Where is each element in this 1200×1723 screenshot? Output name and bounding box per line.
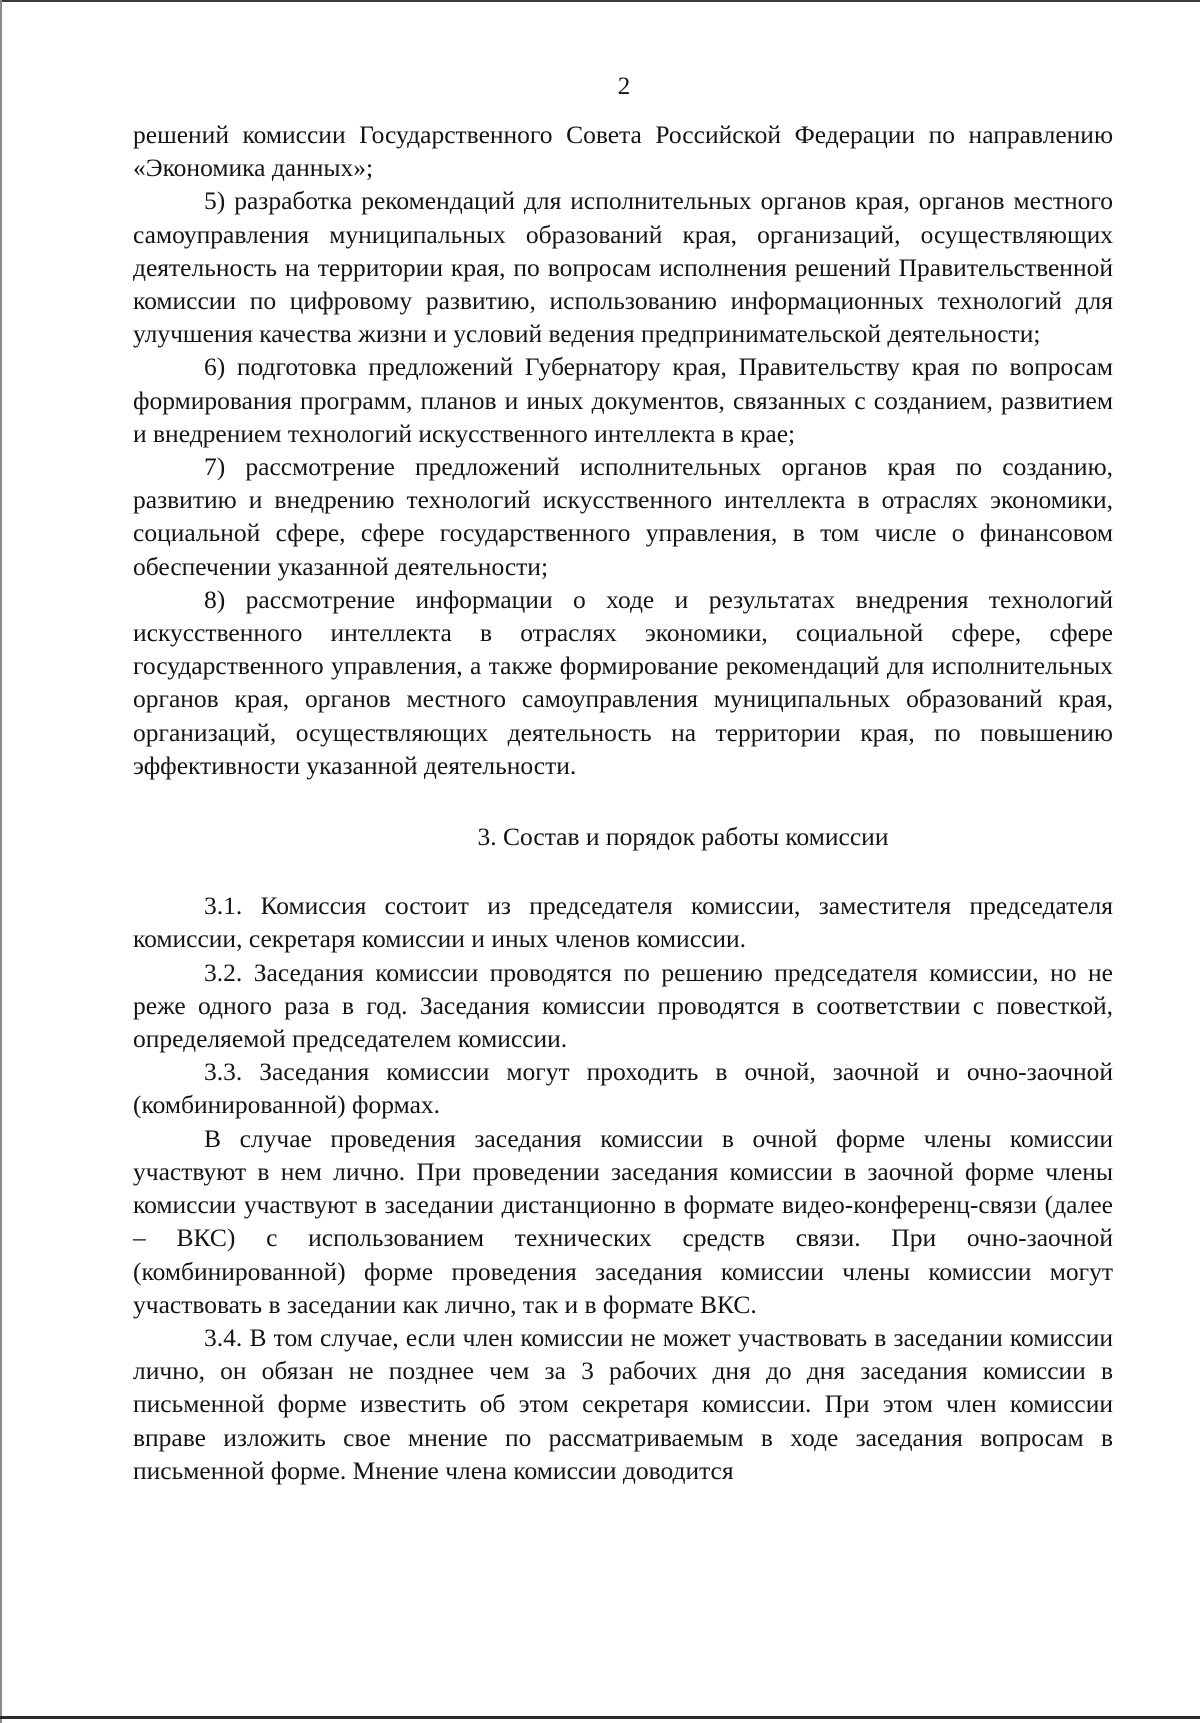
scan-edge-left xyxy=(0,0,2,1723)
list-item-5: 5) разработка рекомендаций для исполнительных органов края, органов местного самоуправления муниципальных образований края, организаций, осуществляющих деятельность на территории края, по вопросам исполнения решений Правительственной комиссии по цифровому развитию, использованию информационных технологий для улучшения качества жизни и условий ведения предпринимательской деятельности; xyxy=(133,186,1113,349)
clause-3-3: 3.3. Заседания комиссии могут проходить в очной, заочной и очно-заочной (комбинированной) формах. xyxy=(133,1057,1113,1120)
section-heading: 3. Состав и порядок работы комиссии xyxy=(477,822,889,852)
clause-3-4: 3.4. В том случае, если член комиссии не может участвовать в заседании комиссии лично, он обязан не позднее чем за 3 рабочих дня до дня заседания комиссии в письменной форме известить об этом секретаря комиссии. При этом член комиссии вправе изложить свое мнение по рассматриваемым в ходе заседания вопросам в письменной форме. Мнение члена комиссии доводится xyxy=(133,1322,1113,1485)
scan-edge-top xyxy=(0,0,1200,2)
list-item-8: 8) рассмотрение информации о ходе и результатах внедрения технологий искусственного интеллекта в отраслях экономики, социальной сфере, сфере государственного управления, а также формирование рекомендаций для исполнительных органов края, органов местного самоуправления муниципальных образований края, организаций, осуществляющих деятельность на территории края, по повышению эффективности указанной деятельности. xyxy=(133,584,1113,780)
clause-3-2: 3.2. Заседания комиссии проводятся по решению председателя комиссии, но не реже одного раза в год. Заседания комиссии проводятся в соответствии с повесткой, определяемой председателем комиссии. xyxy=(133,957,1113,1054)
list-item-7: 7) рассмотрение предложений исполнительных органов края по созданию, развитию и внедрению технологий искусственного интеллекта в отраслях экономики, социальной сфере, сфере государственного управления, в том числе о финансовом обеспечении указанной деятельности; xyxy=(133,452,1113,581)
paragraph-continuation: решений комиссии Государственного Совета Российской Федерации по направлению «Экономика данных»; xyxy=(133,120,1113,183)
document-body xyxy=(133,118,1113,1487)
clause-3-3-detail: В случае проведения заседания комиссии в очной форме члены комиссии участвуют в нем лично. При проведении заседания комиссии в заочной форме члены комиссии участвуют в заседании дистанционно в формате видео-конференц-связи (далее – ВКС) с использованием технических средств связи. При очно-заочной (комбинированной) форме проведения заседания комиссии члены комиссии могут участвовать в заседании как лично, так и в формате ВКС. xyxy=(133,1123,1113,1319)
clause-3-1: 3.1. Комиссия состоит из председателя комиссии, заместителя председателя комиссии, секретаря комиссии и иных членов комиссии. xyxy=(133,891,1113,954)
scan-edge-bottom xyxy=(0,1716,1200,1719)
page-number: 2 xyxy=(617,73,631,100)
list-item-6: 6) подготовка предложений Губернатору края, Правительству края по вопросам формирования программ, планов и иных документов, связанных с созданием, развитием и внедрением технологий искусственного интеллекта в крае; xyxy=(133,352,1113,448)
